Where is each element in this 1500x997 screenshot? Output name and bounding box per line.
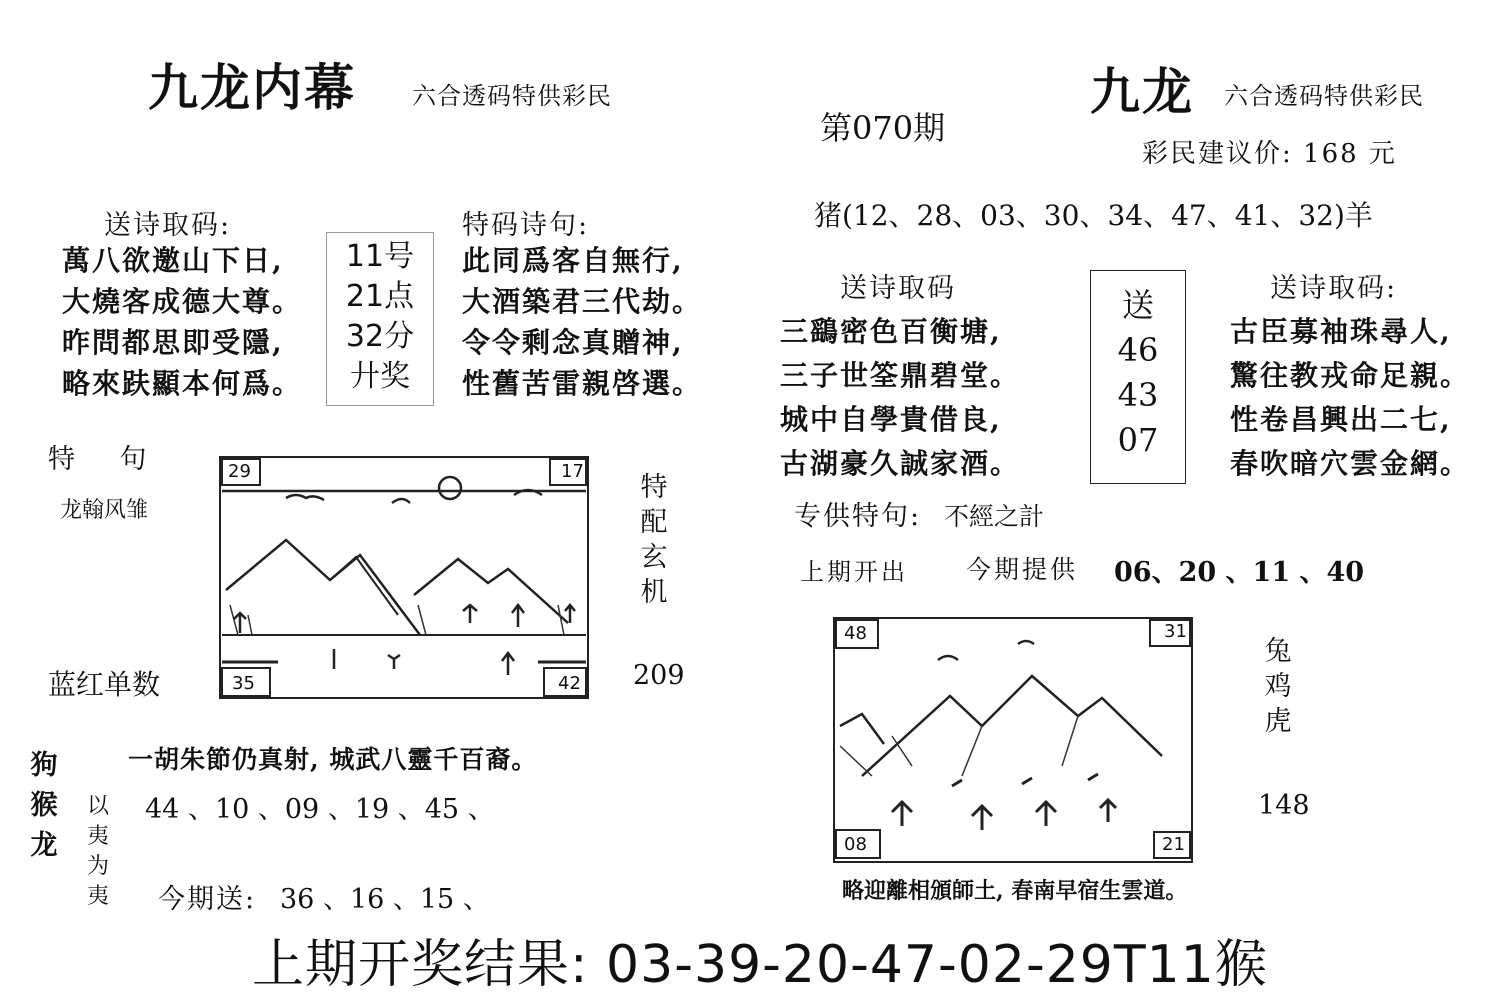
side-char: 特 bbox=[640, 472, 668, 503]
left-poem-line: 略來趺顯本何爲。 bbox=[62, 367, 303, 400]
poem-line: 驚往教戎命足親。 bbox=[1230, 359, 1471, 392]
right-landscape-picture bbox=[832, 616, 1194, 864]
right-poem-left bbox=[780, 310, 1020, 486]
right-center-box bbox=[1090, 270, 1186, 484]
left-poem-line: 大燒客成德大尊。 bbox=[62, 285, 303, 318]
yi-char: 为 bbox=[86, 854, 109, 879]
yi-char: 夷 bbox=[86, 824, 109, 849]
special-line: 性舊苦雷親啓選。 bbox=[462, 367, 703, 400]
special-line: 此同爲客自無行, bbox=[462, 244, 684, 277]
te-ju-label: 特 句 bbox=[48, 444, 149, 475]
right-poem-head-left: 送诗取码 bbox=[840, 273, 956, 304]
left-special-poem bbox=[462, 240, 702, 404]
left-special-head: 特码诗句: bbox=[462, 210, 590, 241]
yi-yi-wei-yi bbox=[78, 792, 118, 912]
corner-number: 17 bbox=[561, 461, 584, 482]
poem-line: 三鷂密色百衡塘, bbox=[780, 315, 1002, 348]
corner-number: 48 bbox=[844, 623, 867, 644]
left-side-vertical bbox=[634, 470, 674, 610]
provide-label: 今期提供 bbox=[966, 555, 1079, 584]
left-subtitle: 六合透码特供彩民 bbox=[412, 82, 612, 110]
left-title: 九龙内幕 bbox=[148, 58, 356, 117]
left-poem-head: 送诗取码: bbox=[104, 210, 232, 241]
corner-number: 21 bbox=[1162, 834, 1185, 855]
issue-number: 第070期 bbox=[820, 109, 946, 147]
right-title: 九龙 bbox=[1090, 62, 1194, 121]
poem-line: 古湖豪久誠家酒。 bbox=[780, 447, 1021, 480]
side-char: 机 bbox=[640, 577, 668, 608]
left-landscape-picture bbox=[218, 455, 590, 700]
te-ju-text: 龙翰风雏 bbox=[60, 498, 149, 523]
corner-number: 31 bbox=[1164, 621, 1187, 642]
box-line: 43 bbox=[1117, 376, 1159, 414]
provide-numbers: 06、20 、11 、40 bbox=[1114, 557, 1365, 588]
animal: 狗 bbox=[30, 750, 58, 781]
right-poem-head-right: 送诗取码: bbox=[1270, 273, 1398, 304]
animal: 龙 bbox=[30, 830, 58, 861]
left-poem-line: 昨問都思即受隱, bbox=[62, 326, 284, 359]
special-line: 令令剩念真贈神, bbox=[462, 326, 684, 359]
mountain-drawing bbox=[218, 455, 590, 700]
box-line: 廾奖 bbox=[350, 359, 410, 394]
side-char: 配 bbox=[640, 507, 668, 538]
last-result: 上期开奖结果: 03-39-20-47-02-29T11猴 bbox=[252, 935, 1268, 995]
special-label: 专供特句: bbox=[794, 501, 922, 532]
right-side-number: 148 bbox=[1258, 790, 1310, 821]
left-poem-line: 萬八欲邀山下日, bbox=[62, 244, 284, 277]
poem-line: 城中自學貴借良, bbox=[780, 403, 1002, 436]
left-poem bbox=[62, 240, 302, 404]
side-char: 兔 bbox=[1264, 636, 1292, 667]
poem-line: 古臣募袖珠尋人, bbox=[1230, 315, 1452, 348]
mountain-drawing bbox=[832, 616, 1194, 864]
poem-line: 三子世筌鼎碧堂。 bbox=[780, 359, 1021, 392]
blue-red-label: 蓝红单数 bbox=[48, 668, 161, 701]
send-numbers: 36 、16 、15 、 bbox=[280, 884, 490, 915]
left-bottom-poem: 一胡朱節仍真射, 城武八靈千百裔。 bbox=[128, 745, 538, 774]
box-line: 21点 bbox=[345, 279, 415, 314]
side-char: 鸡 bbox=[1264, 671, 1292, 702]
left-center-box bbox=[326, 232, 434, 406]
corner-number: 29 bbox=[228, 461, 251, 482]
right-bottom-poem: 略迎離相頒師土, 春南早宿生雲道。 bbox=[842, 878, 1188, 904]
special-text: 不經之計 bbox=[944, 502, 1045, 531]
left-side-number: 209 bbox=[633, 660, 685, 691]
price: 彩民建议价: 168 元 bbox=[1142, 139, 1397, 169]
left-numbers: 44 、10 、09 、19 、45 、 bbox=[145, 794, 495, 825]
box-line: 32分 bbox=[345, 319, 415, 354]
side-char: 虎 bbox=[1264, 706, 1292, 737]
yi-char: 夷 bbox=[86, 884, 109, 909]
box-line: 11号 bbox=[345, 239, 415, 274]
poem-line: 性卷昌興出二七, bbox=[1230, 403, 1452, 436]
right-side-vertical bbox=[1258, 634, 1298, 739]
last-label: 上期开出 bbox=[800, 558, 908, 586]
corner-number: 42 bbox=[558, 673, 581, 694]
corner-number: 35 bbox=[232, 673, 255, 694]
right-poem-right bbox=[1230, 310, 1470, 486]
side-char: 玄 bbox=[640, 542, 668, 573]
box-line: 07 bbox=[1117, 421, 1159, 459]
right-subtitle: 六合透码特供彩民 bbox=[1224, 82, 1424, 110]
send-label: 今期送: bbox=[158, 884, 257, 915]
animal: 猴 bbox=[30, 790, 58, 821]
poem-line: 春吹暗穴雲金網。 bbox=[1230, 447, 1471, 480]
yi-char: 以 bbox=[86, 794, 109, 819]
animal-list bbox=[24, 746, 64, 866]
special-line: 大酒築君三代劫。 bbox=[462, 285, 703, 318]
box-line: 46 bbox=[1117, 331, 1159, 369]
pig-sheep-line: 猪(12、28、03、30、34、47、41、32)羊 bbox=[814, 199, 1373, 232]
corner-number: 08 bbox=[844, 834, 867, 855]
box-line: 送 bbox=[1121, 286, 1154, 324]
